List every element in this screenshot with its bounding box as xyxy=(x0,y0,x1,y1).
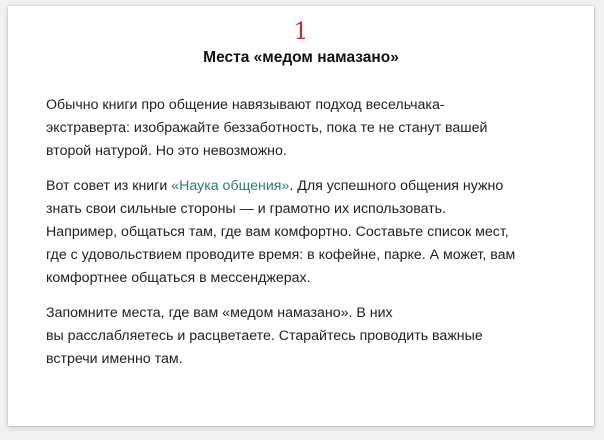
paragraph-line: второй натурой. Но это невозможно. xyxy=(46,143,287,159)
paragraph-line xyxy=(46,175,566,198)
article-body xyxy=(46,94,566,383)
content-card xyxy=(8,6,594,426)
paragraph-line: Например, общаться там, где вам комфортно. Составьте список мест, xyxy=(46,224,509,240)
section-title: Места «медом намазано» xyxy=(203,49,399,66)
paragraph-line: комфортнее общаться в мессенджерах. xyxy=(46,270,311,286)
paragraph-line: вы расслабляетесь и расцветаете. Старайтесь проводить важные xyxy=(46,328,483,344)
paragraph-line: знать свои сильные стороны — и грамотно их использовать. xyxy=(46,201,446,217)
paragraph-line: встречи именно там. xyxy=(46,351,183,367)
book-link[interactable]: «Наука общения» xyxy=(171,178,290,194)
section-number: 1 xyxy=(293,19,309,45)
paragraph-1 xyxy=(46,94,566,163)
paragraph-2 xyxy=(46,175,566,290)
divider xyxy=(8,430,594,431)
paragraph-line: Обычно книги про общение навязывают подход весельчака- xyxy=(46,97,445,113)
paragraph-line: экстраверта: изображайте беззаботность, пока те не станут вашей xyxy=(46,120,488,136)
paragraph-line: Запомните места, где вам «медом намазано». В них xyxy=(46,305,393,321)
paragraph-line: где с удовольствием проводите время: в кофейне, парке. А может, вам xyxy=(46,247,516,263)
text-before-link: Вот совет из книги xyxy=(46,178,172,194)
paragraph-3 xyxy=(46,302,566,371)
text-after-link: . Для успешного общения нужно xyxy=(289,178,504,194)
